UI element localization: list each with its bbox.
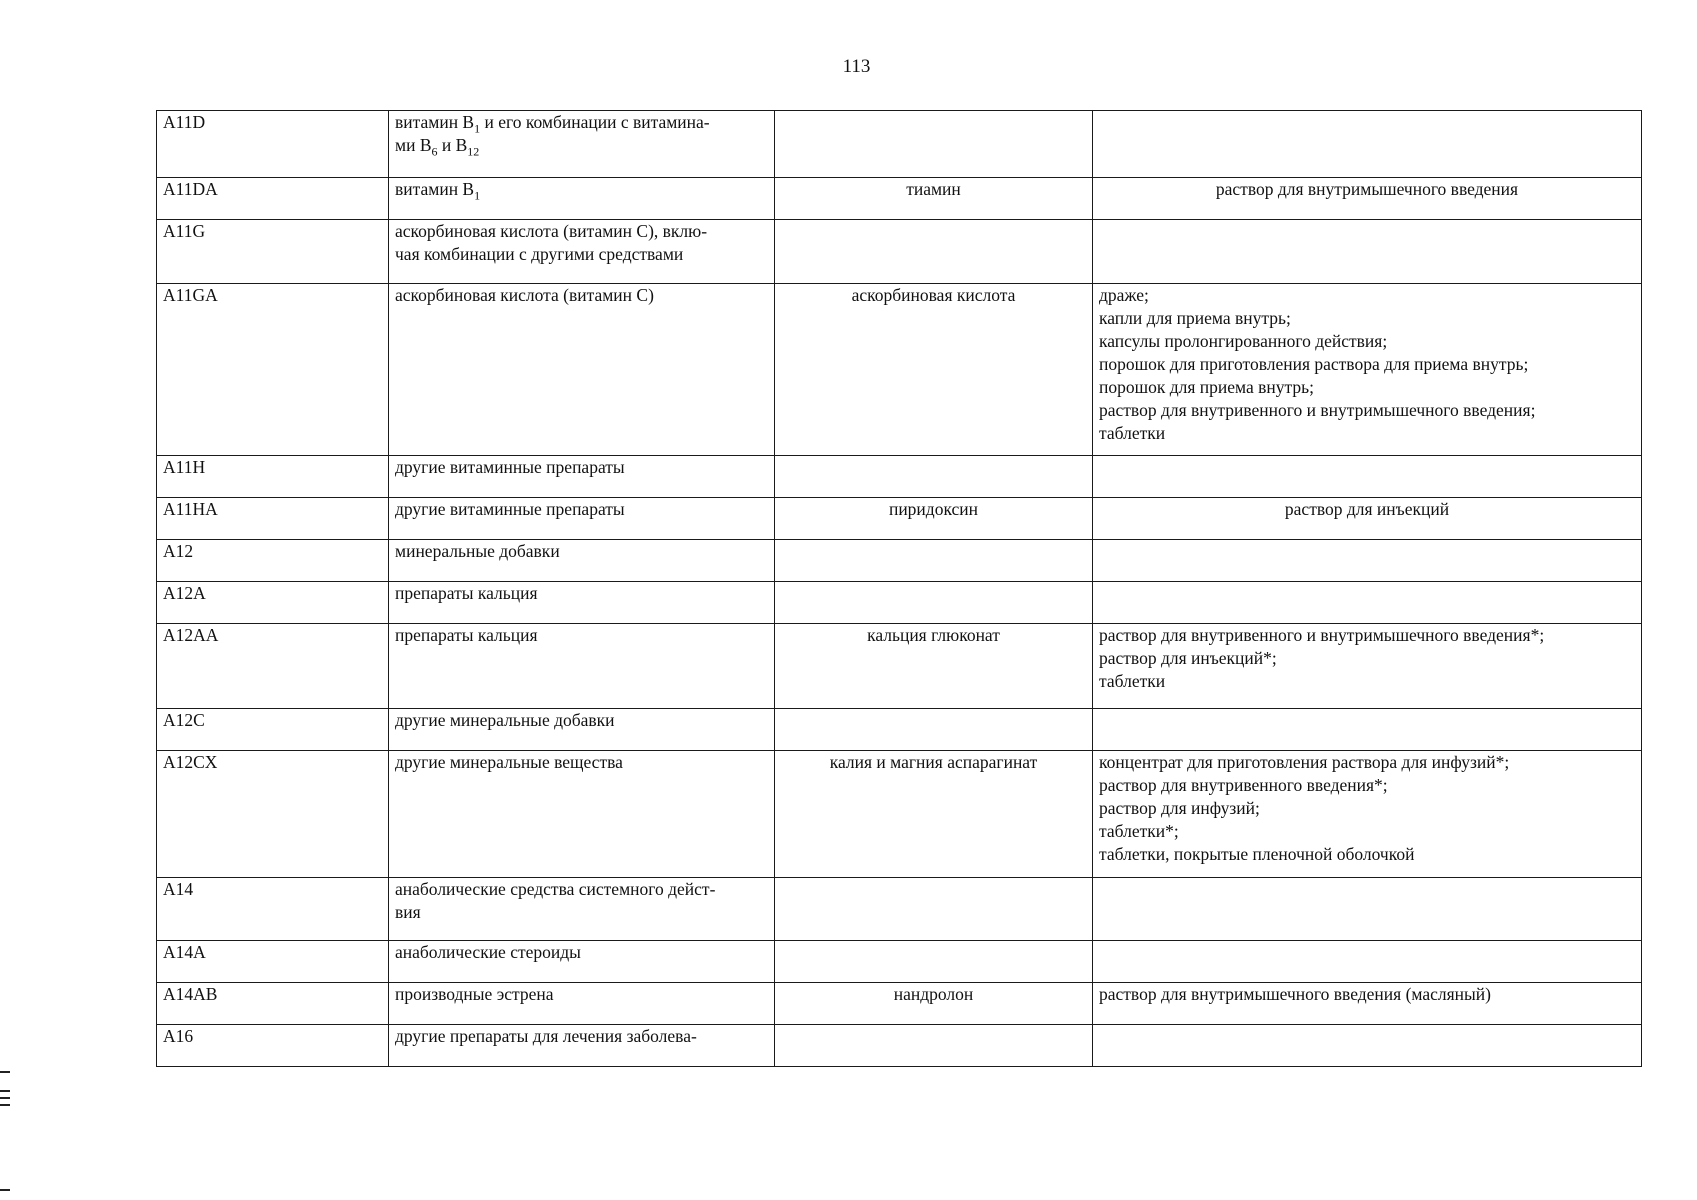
name-fragment: другие витаминные препараты	[395, 499, 625, 519]
subscript: 6	[431, 144, 438, 159]
name-fragment: и B	[437, 135, 468, 155]
dosage-form-line: раствор для внутривенного и внутримышечного введения;	[1099, 400, 1536, 420]
atc-code-cell: A14A	[157, 941, 389, 983]
atc-code-cell: A12CX	[157, 751, 389, 878]
group-name-text	[395, 499, 625, 519]
atc-code-cell: A11H	[157, 456, 389, 498]
table-row	[157, 582, 1642, 624]
table-row	[157, 751, 1642, 878]
name-fragment: производные эстрена	[395, 984, 554, 1004]
atc-code-cell: A12	[157, 540, 389, 582]
group-name-cell	[389, 540, 775, 582]
name-fragment: другие препараты для лечения заболева-	[395, 1026, 697, 1046]
table-row	[157, 878, 1642, 941]
margin-mark	[0, 1090, 10, 1092]
drug-name-cell	[775, 111, 1093, 178]
group-name-cell	[389, 220, 775, 284]
drug-name-cell: кальция глюконат	[775, 624, 1093, 709]
dosage-form-cell	[1093, 983, 1642, 1025]
group-name-cell	[389, 498, 775, 540]
drug-name-cell	[775, 941, 1093, 983]
group-name-text	[395, 752, 623, 772]
drug-name-cell: нандролон	[775, 983, 1093, 1025]
name-fragment: ми B	[395, 135, 432, 155]
table-row	[157, 1025, 1642, 1067]
drug-name-cell	[775, 582, 1093, 624]
group-name-cell	[389, 709, 775, 751]
name-fragment: препараты кальция	[395, 625, 538, 645]
dosage-form-line: раствор для внутривенного и внутримышечного введения*;	[1099, 625, 1545, 645]
group-name-cell	[389, 456, 775, 498]
group-name-text	[395, 285, 654, 305]
group-name-cell	[389, 111, 775, 178]
group-name-cell	[389, 582, 775, 624]
group-name-text	[395, 112, 710, 159]
group-name-text	[395, 984, 554, 1004]
group-name-text	[395, 625, 538, 645]
dosage-form-line: драже;	[1099, 285, 1149, 305]
dosage-form-line: таблетки	[1099, 671, 1166, 691]
name-fragment: другие минеральные добавки	[395, 710, 615, 730]
atc-code-cell: A14	[157, 878, 389, 941]
dosage-form-cell	[1093, 751, 1642, 878]
drug-name-cell: пиридоксин	[775, 498, 1093, 540]
name-fragment: аскорбиновая кислота (витамин C), вклю-	[395, 221, 708, 241]
dosage-form-line: концентрат для приготовления раствора для инфузий*;	[1099, 752, 1510, 772]
table-row	[157, 941, 1642, 983]
name-fragment: анаболические средства системного дейст-	[395, 879, 716, 899]
atc-code-cell: A11D	[157, 111, 389, 178]
group-name-text	[395, 583, 538, 603]
margin-mark	[0, 1189, 10, 1191]
name-fragment: препараты кальция	[395, 583, 538, 603]
group-name-text	[395, 710, 615, 730]
margin-mark	[0, 1104, 10, 1106]
group-name-cell	[389, 878, 775, 941]
table-row	[157, 220, 1642, 284]
drug-name-cell	[775, 878, 1093, 941]
table-row	[157, 284, 1642, 456]
table-row	[157, 498, 1642, 540]
name-fragment: другие витаминные препараты	[395, 457, 625, 477]
atc-code-cell: A12C	[157, 709, 389, 751]
dosage-form-cell	[1093, 582, 1642, 624]
name-fragment: анаболические стероиды	[395, 942, 581, 962]
dosage-form-cell	[1093, 709, 1642, 751]
drug-classification-table	[156, 110, 1642, 1067]
group-name-cell	[389, 941, 775, 983]
drug-name-cell	[775, 709, 1093, 751]
dosage-form-cell	[1093, 456, 1642, 498]
name-fragment: вия	[395, 902, 421, 922]
group-name-text	[395, 221, 707, 264]
drug-name-cell	[775, 220, 1093, 284]
dosage-form-line: раствор для внутримышечного введения	[1215, 179, 1519, 199]
atc-code-cell: A11DA	[157, 178, 389, 220]
name-fragment: витамин B	[395, 112, 475, 132]
table-row	[157, 111, 1642, 178]
atc-code-cell: A14AB	[157, 983, 389, 1025]
group-name-text	[395, 179, 481, 203]
page-number: 113	[842, 56, 871, 77]
name-fragment: и его комбинации с витамина-	[480, 112, 710, 132]
table-row	[157, 709, 1642, 751]
drug-name-cell: калия и магния аспарагинат	[775, 751, 1093, 878]
subscript: 12	[467, 144, 480, 159]
name-fragment: другие минеральные вещества	[395, 752, 623, 772]
group-name-text	[395, 942, 581, 962]
name-fragment: витамин B	[395, 179, 475, 199]
dosage-form-line: раствор для инфузий;	[1099, 798, 1260, 818]
dosage-form-line: порошок для приема внутрь;	[1099, 377, 1314, 397]
dosage-form-cell	[1093, 624, 1642, 709]
dosage-form-cell	[1093, 941, 1642, 983]
group-name-text	[395, 879, 715, 922]
subscript: 1	[474, 121, 481, 136]
group-name-text	[395, 1026, 697, 1046]
name-fragment: минеральные добавки	[395, 541, 560, 561]
group-name-cell	[389, 983, 775, 1025]
dosage-form-cell	[1093, 111, 1642, 178]
dosage-form-line: раствор для инъекций*;	[1099, 648, 1277, 668]
dosage-form-cell	[1093, 178, 1642, 220]
atc-code-cell: A11GA	[157, 284, 389, 456]
name-fragment: аскорбиновая кислота (витамин C)	[395, 285, 654, 305]
dosage-form-cell	[1093, 498, 1642, 540]
dosage-form-line: таблетки, покрытые пленочной оболочкой	[1099, 844, 1415, 864]
table-row	[157, 178, 1642, 220]
atc-code-cell: A12AA	[157, 624, 389, 709]
group-name-cell	[389, 1025, 775, 1067]
dosage-form-line: таблетки*;	[1099, 821, 1179, 841]
margin-mark	[0, 1071, 10, 1073]
drug-name-cell	[775, 1025, 1093, 1067]
group-name-cell	[389, 751, 775, 878]
group-name-text	[395, 541, 560, 561]
atc-code-cell: A16	[157, 1025, 389, 1067]
dosage-form-line: раствор для внутривенного введения*;	[1099, 775, 1388, 795]
dosage-form-cell	[1093, 878, 1642, 941]
drug-name-cell	[775, 540, 1093, 582]
table-row	[157, 983, 1642, 1025]
dosage-form-line: капли для приема внутрь;	[1099, 308, 1291, 328]
dosage-form-cell	[1093, 284, 1642, 456]
table-row	[157, 540, 1642, 582]
dosage-form-line: раствор для инъекций	[1284, 499, 1450, 519]
subscript: 1	[474, 188, 481, 203]
group-name-cell	[389, 624, 775, 709]
drug-name-cell: аскорбиновая кислота	[775, 284, 1093, 456]
dosage-form-line: таблетки	[1099, 423, 1166, 443]
table-row	[157, 456, 1642, 498]
dosage-form-cell	[1093, 540, 1642, 582]
dosage-form-line: порошок для приготовления раствора для приема внутрь;	[1099, 354, 1529, 374]
atc-code-cell: A12A	[157, 582, 389, 624]
drug-name-cell: тиамин	[775, 178, 1093, 220]
table-row	[157, 624, 1642, 709]
group-name-text	[395, 457, 625, 477]
drug-name-cell	[775, 456, 1093, 498]
name-fragment: чая комбинации с другими средствами	[395, 244, 684, 264]
dosage-form-line: раствор для внутримышечного введения (масляный)	[1099, 984, 1491, 1004]
dosage-form-line: капсулы пролонгированного действия;	[1099, 331, 1388, 351]
dosage-form-cell	[1093, 1025, 1642, 1067]
margin-mark	[0, 1097, 10, 1099]
atc-code-cell: A11HA	[157, 498, 389, 540]
group-name-cell	[389, 284, 775, 456]
group-name-cell	[389, 178, 775, 220]
atc-code-cell: A11G	[157, 220, 389, 284]
dosage-form-cell	[1093, 220, 1642, 284]
